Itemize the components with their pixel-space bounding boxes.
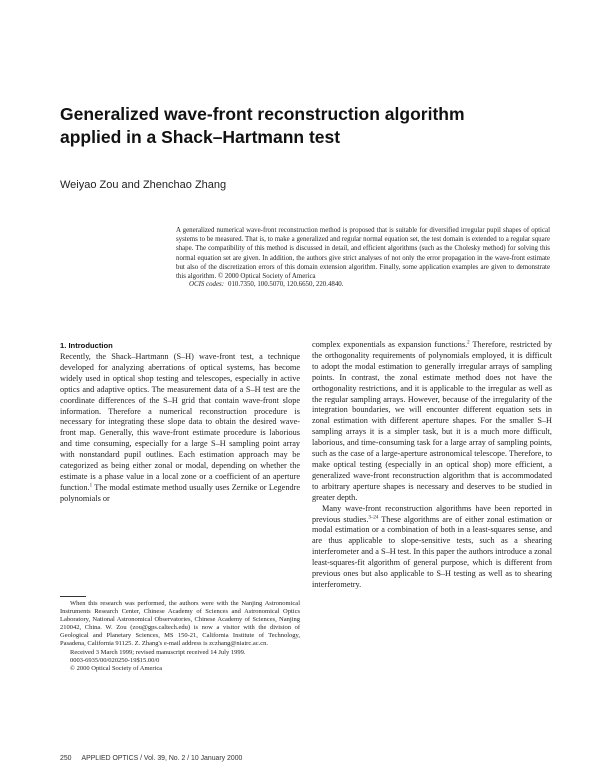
footnote-received: Received 3 March 1999; revised manuscript received 14 July 1999. xyxy=(70,648,246,656)
intro-text-part-2: The modal estimate method usually uses Zernike or Legendre polynomials or xyxy=(60,482,300,503)
left-column xyxy=(60,352,300,505)
title-line-1: Generalized wave-front reconstruction algorithm xyxy=(60,104,465,124)
intro-text-part-6: These algorithms are of either zonal estimation or modal estimation or a combination of both in a least-squares sense, and are thus applicable to slope-sensitive tests, such as a shearing interferometer and a S–H test. In this paper the authors introduce a zonal least-squares-fit algorithm of general purpose, which is different from previous ones but also applicable to S–H testing as well as to shearing interferometry. xyxy=(312,514,552,589)
intro-text-part-1: Recently, the Shack–Hartmann (S–H) wave-front test, a technique developed for analyzing aberrations of optical systems, has become widely used in optical shop testing and telescopes, especially in active optics and adaptive optics. The measurement data of a S–H test are the coordinate differences of the S–H grid that contain wave-front slope information. Therefore a numerical reconstruction procedure is necessary for integrating these slope data to obtain the desired wave-front map. Generally, this wave-front estimate procedure is laborious and time consuming, especially for a large S–H sampling point array with nonstandard pupil outlines. Each estimation approach may be categorized as being either zonal or modal, depending on whether the estimate is a phase value in a local zone or a coefficient of an aperture function. xyxy=(60,352,300,492)
ocis-codes xyxy=(189,281,343,288)
intro-paragraph-2 xyxy=(312,504,552,591)
title-line-2: applied in a Shack–Hartmann test xyxy=(60,127,341,147)
footnote-affiliation: When this research was performed, the authors were with the Nanjing Astronomical Instruments Research Center, Chinese Academy of Sciences and Astronomical Optics Laboratory, National Astronomical Observatories, Chinese Academy of Sciences, Nanjing 210042, China. W. Zou (zou@gps.caltech.edu) is now a visitor with the division of Geological and Planetary Sciences, MS 150-21, California Institute of Technology, Pasadena, California 91125. Z. Zhang's e-mail address is zczhang@niairc.ac.cn. xyxy=(60,600,300,648)
intro-text-part-3: complex exponentials as expansion functions. xyxy=(312,340,468,349)
footnote-code: 0003-6935/00/020250-19$15.00/0 xyxy=(70,656,160,664)
article-title xyxy=(60,103,560,149)
footnote-divider xyxy=(60,596,86,597)
reference-1: 1 xyxy=(89,483,93,489)
right-column xyxy=(312,340,552,591)
ocis-label: OCIS codes: xyxy=(189,281,225,288)
abstract: A generalized numerical wave-front reconstruction method is proposed that is suitable for diversified irregular pupil shapes of optical systems to be measured. That is, to make a generalized and regular normal equation set, the test domain is extended to a regular square shape. The compatibility of this method is discussed in detail, and efficient algorithms (such as the Cholesky method) for solving this normal equation set are given. In addition, the authors give strict analyses of not only the error propagation in the wave-front estimate but also of the discretization errors of this domain extension algorithm. Finally, some application examples are given to demonstrate this algorithm. © 2000 Optical Society of America xyxy=(176,227,550,281)
journal-citation: APPLIED OPTICS / Vol. 39, No. 2 / 10 January 2000 xyxy=(81,755,243,762)
reference-2: 2 xyxy=(467,340,470,346)
intro-paragraph-1 xyxy=(60,352,300,505)
footnote-copyright: © 2000 Optical Society of America xyxy=(70,664,163,672)
intro-text-part-4: Therefore, restricted by the orthogonality requirements of polynomials employed, it is difficult to adopt the modal estimation to generally irregular arrays of sampling points. In contrast, the zonal estimate method does not have the orthogonality restrictions, and it is applicable to the irregular as well as the regular sampling arrays. However, because of the irregularity of the integration boundaries, we will encounter different equation sets in zonal estimation with different aperture shapes. For the smaller S–H sampling arrays it is a simpler task, but it is a much more difficult, laborious, and time-consuming task for a large array of sampling points, such as the case of a large-aperture astronomical telescope. Therefore, to make optical testing (especially in an optical shop) more efficient, a generalized wave-front reconstruction algorithm that is accommodated to arbitrary aperture shapes is necessary and deserves to be studied in greater depth. xyxy=(312,340,552,502)
footnotes xyxy=(60,600,300,673)
ocis-code-list: 010.7350, 100.5070, 120.6650, 220.4840. xyxy=(228,281,344,288)
section-heading-introduction: 1. Introduction xyxy=(60,341,113,350)
intro-paragraph-1-continued xyxy=(312,340,552,504)
page-footer xyxy=(60,755,242,762)
author-list: Weiyao Zou and Zhenchao Zhang xyxy=(60,179,227,191)
reference-3-24: 3–24 xyxy=(368,514,379,520)
page-number: 250 xyxy=(60,755,72,762)
intro-text-part-5: Many wave-front reconstruction algorithms have been reported in previous studies. xyxy=(312,503,552,524)
